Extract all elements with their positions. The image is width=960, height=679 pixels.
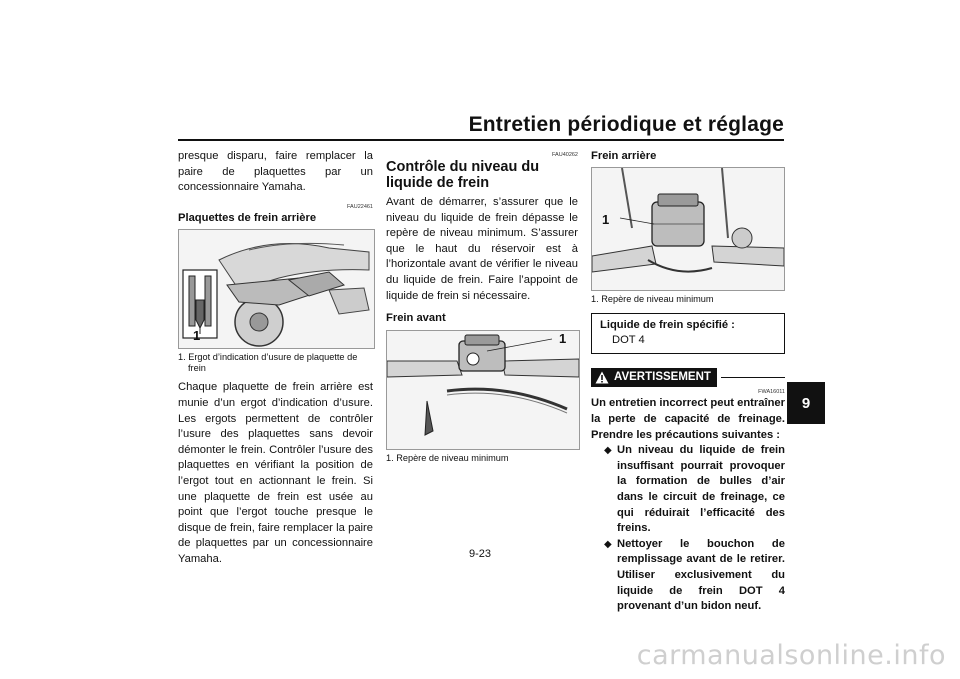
warning-badge [591, 368, 717, 388]
figure-callout: 1 [559, 330, 567, 346]
warning-bullet: ◆ Un niveau du liquide de frein insuffisant pourrait provoquer la formation de bulles d’air dans le circuit de freinage, ce qui réduirait l’efficacité des freins. [605, 443, 785, 537]
col2-caption: 1. Repère de niveau minimum [386, 452, 509, 463]
warning-triangle-icon [595, 371, 609, 384]
rear-brake-reservoir-figure [591, 167, 785, 291]
column-3 [591, 149, 785, 615]
warning-bullet: ◆ Nettoyer le bouchon de remplissage avant de le retirer. Utiliser exclusivement du liquide de frein DOT 4 provenant d’un bidon neuf. [605, 537, 785, 615]
figure-callout: 1 [602, 211, 610, 227]
col2-ref-code: FAU40262 [552, 152, 578, 158]
warning-text: Un entretien incorrect peut entraîner la perte de capacité de freinage. Prendre les précautions suivantes : [591, 397, 785, 441]
front-brake-reservoir-figure [386, 330, 580, 450]
col2-subheading: Frein avant [386, 312, 446, 325]
col1-body: Chaque plaquette de frein arrière est munie d’un ergot d’indication d’usure. Les ergots permettent de contrôler l’usure des plaquettes sans devoir démonter le frein. Contrôler l’usure des plaquettes en vérifiant la position de l’ergot tout en actionnant le frein. Si une plaquette de frein est usée au point que l’ergot touche presque le disque de frein, faire remplacer la paire de plaquettes par un concessionnaire Yamaha. [178, 381, 373, 565]
rear-brake-pads-figure [178, 229, 375, 349]
warning-header [591, 368, 785, 388]
spec-box [591, 313, 785, 354]
col2-title: Contrôle du niveau du liquide de frein [386, 159, 540, 191]
warning-rule [721, 377, 785, 378]
header-rule [178, 139, 784, 141]
warning-label: AVERTISSEMENT [614, 370, 711, 383]
warning-bullet-list [591, 443, 785, 615]
warning-ref-code: FWA16011 [758, 389, 785, 396]
column-2 [386, 149, 578, 464]
col3-caption: 1. Repère de niveau minimum [591, 293, 714, 304]
figure-callout: 1 [193, 328, 201, 344]
spec-value: DOT 4 [612, 334, 645, 347]
chapter-tab: 9 [787, 382, 825, 424]
col1-heading: Plaquettes de frein arrière [178, 211, 317, 224]
watermark: carmanualsonline.info [636, 640, 946, 671]
column-1 [178, 149, 373, 568]
rear-brake-reservoir-illustration [592, 168, 784, 290]
col1-ref-code: FAU22461 [347, 203, 373, 210]
rear-brake-illustration [179, 230, 374, 348]
page-title: Entretien périodique et réglage [468, 113, 784, 136]
caption-continuation: frein [188, 363, 206, 374]
page-number: 9-23 [468, 548, 492, 560]
col1-intro: presque disparu, faire remplacer la paire de plaquettes par un concessionnaire Yamaha. [178, 150, 373, 194]
spec-title: Liquide de frein spécifié : [600, 318, 735, 331]
front-brake-illustration [387, 331, 579, 449]
col2-body: Avant de démarrer, s’assurer que le niveau du liquide de frein dépasse le repère de niveau minimum. S’assurer que le haut du réservoir est à l’horizontale avant de vérifier le niveau du liquide de frein. Faire l’appoint de liquide de frein si nécessaire. [386, 196, 578, 302]
caption-text: Ergot d’indication d’usure de plaquette de [188, 352, 358, 363]
col1-caption [178, 352, 373, 374]
col3-subheading: Frein arrière [591, 150, 657, 162]
caption-number: 1. [178, 352, 186, 363]
